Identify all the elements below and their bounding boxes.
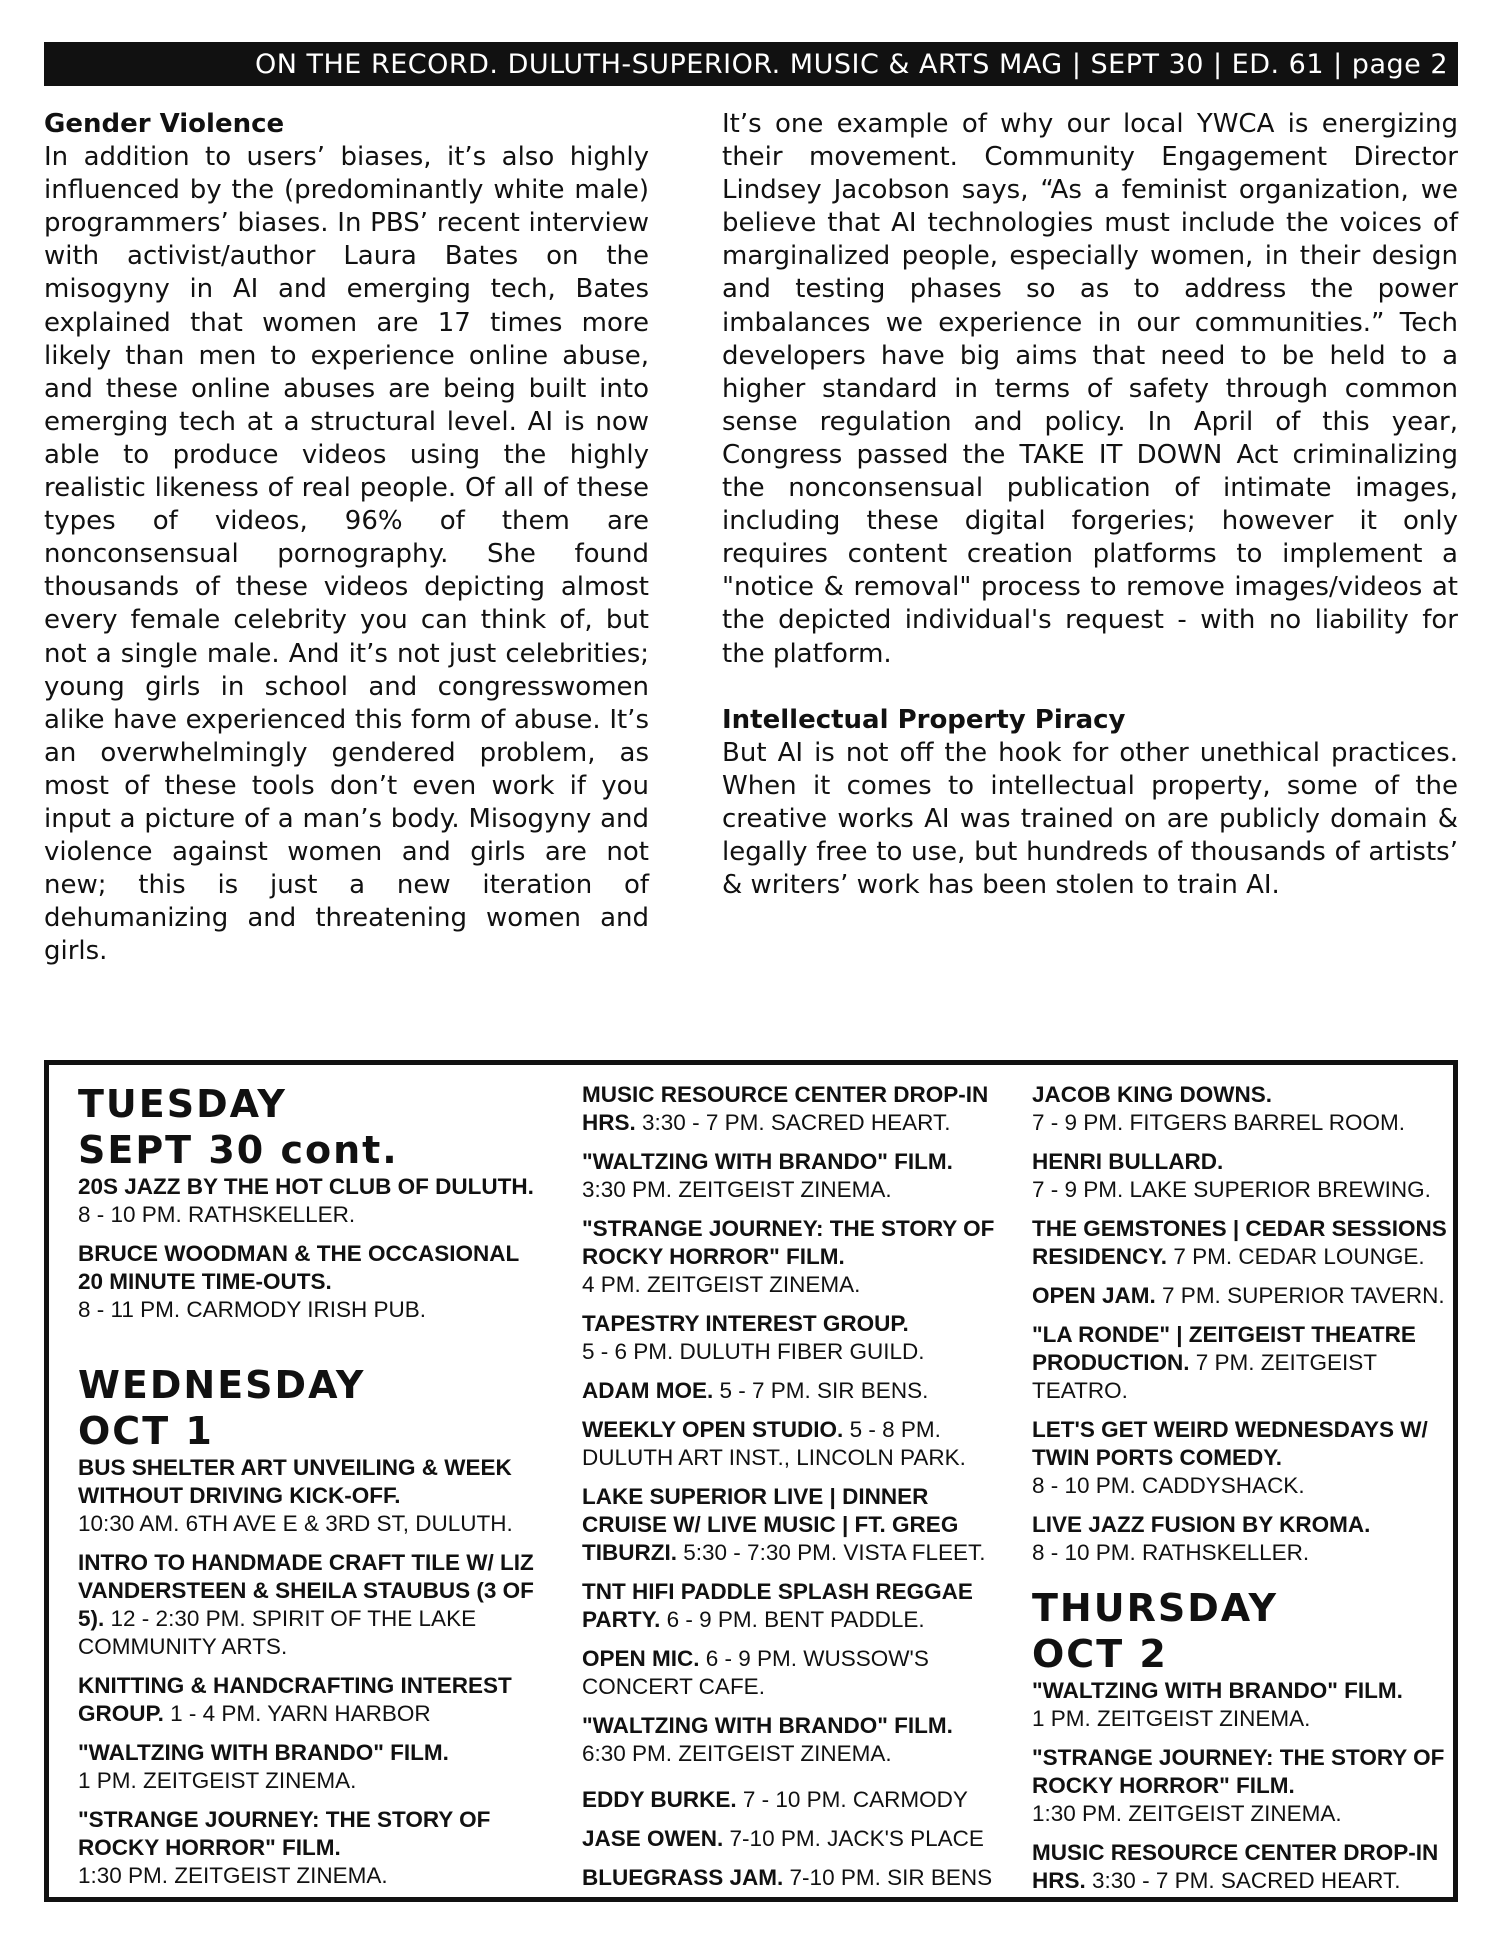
event-details: 6:30 PM. ZEITGEIST ZINEMA. bbox=[582, 1741, 892, 1766]
event-listing bbox=[582, 1712, 1012, 1768]
day-heading bbox=[78, 1081, 548, 1173]
event-listing bbox=[582, 1215, 1012, 1299]
masthead-text: ON THE RECORD. DULUTH-SUPERIOR. MUSIC & ARTS MAG | SEPT 30 | ED. 61 | page 2 bbox=[254, 48, 1448, 80]
day-heading bbox=[1032, 1585, 1452, 1677]
event-details: 7 - 9 PM. FITGERS BARREL ROOM. bbox=[1032, 1110, 1405, 1135]
event-listing bbox=[582, 1825, 1012, 1853]
day-heading-date: OCT 2 bbox=[1032, 1632, 1168, 1676]
day-heading-date: SEPT 30 cont. bbox=[78, 1128, 399, 1172]
event-listing bbox=[582, 1081, 1012, 1137]
event-listing bbox=[1032, 1511, 1452, 1567]
event-listing bbox=[1032, 1744, 1452, 1828]
event-details: 3:30 - 7 PM. SACRED HEART. bbox=[642, 1110, 951, 1135]
event-title: KNITTING & HANDCRAFTING INTEREST GROUP. bbox=[78, 1673, 512, 1726]
event-details: 3:30 PM. ZEITGEIST ZINEMA. bbox=[582, 1177, 892, 1202]
event-listing bbox=[78, 1454, 548, 1538]
day-heading bbox=[78, 1362, 548, 1454]
event-details: 3:30 - 7 PM. SACRED HEART. bbox=[1092, 1868, 1401, 1893]
event-listing bbox=[582, 1483, 1012, 1567]
event-details: 7 PM. CEDAR LOUNGE. bbox=[1173, 1244, 1425, 1269]
event-title: "WALTZING WITH BRANDO" FILM. bbox=[582, 1713, 953, 1738]
section-heading-ip-piracy: Intellectual Property Piracy bbox=[722, 704, 1126, 735]
event-details: 1 PM. ZEITGEIST ZINEMA. bbox=[1032, 1706, 1311, 1731]
event-title: BRUCE WOODMAN & THE OCCASIONAL 20 MINUTE TIME-OUTS. bbox=[78, 1241, 519, 1294]
event-details: 8 - 10 PM. RATHSKELLER. bbox=[1032, 1540, 1310, 1565]
masthead-bar bbox=[44, 42, 1458, 86]
event-title: JACOB KING DOWNS. bbox=[1032, 1082, 1273, 1107]
event-title: "WALTZING WITH BRANDO" FILM. bbox=[1032, 1678, 1403, 1703]
event-title: 20S JAZZ BY THE HOT CLUB OF DULUTH. bbox=[78, 1174, 534, 1199]
event-title: MUSIC RESOURCE CENTER DROP-IN HRS. bbox=[1032, 1840, 1439, 1893]
event-title: HENRI BULLARD. bbox=[1032, 1149, 1224, 1174]
event-details: 5 - 6 PM. DULUTH FIBER GUILD. bbox=[582, 1339, 925, 1364]
event-listing bbox=[582, 1377, 1012, 1405]
event-title: "WALTZING WITH BRANDO" FILM. bbox=[78, 1740, 449, 1765]
events-column-1 bbox=[78, 1081, 548, 1901]
event-title: "STRANGE JOURNEY: THE STORY OF ROCKY HORROR" FILM. bbox=[78, 1807, 491, 1860]
event-details: 1 - 4 PM. YARN HARBOR bbox=[170, 1701, 431, 1726]
event-listing bbox=[1032, 1677, 1452, 1733]
event-details: 7 PM. SUPERIOR TAVERN. bbox=[1162, 1283, 1445, 1308]
event-details: 7-10 PM. JACK'S PLACE bbox=[729, 1826, 984, 1851]
event-title: "STRANGE JOURNEY: THE STORY OF ROCKY HORROR" FILM. bbox=[582, 1216, 995, 1269]
day-heading-weekday: WEDNESDAY bbox=[78, 1363, 366, 1407]
article-column-left bbox=[44, 108, 649, 968]
event-details: 10:30 AM. 6TH AVE E & 3RD ST, DULUTH. bbox=[78, 1511, 513, 1536]
section-heading-gender-violence: Gender Violence bbox=[44, 109, 285, 139]
event-title: "STRANGE JOURNEY: THE STORY OF ROCKY HORROR" FILM. bbox=[1032, 1745, 1445, 1798]
event-details: 8 - 10 PM. RATHSKELLER. bbox=[78, 1202, 356, 1227]
event-title: "WALTZING WITH BRANDO" FILM. bbox=[582, 1149, 953, 1174]
day-heading-weekday: TUESDAY bbox=[78, 1082, 287, 1126]
event-title: "LA RONDE" | ZEITGEIST THEATRE PRODUCTION. bbox=[1032, 1322, 1416, 1375]
event-title: TNT HIFI PADDLE SPLASH REGGAE PARTY. bbox=[582, 1579, 973, 1632]
event-listing bbox=[1032, 1081, 1452, 1137]
event-listing bbox=[1032, 1215, 1452, 1271]
event-listing bbox=[582, 1864, 1012, 1892]
event-listing bbox=[1032, 1839, 1452, 1895]
event-listing bbox=[582, 1645, 1012, 1701]
event-title: ADAM MOE. bbox=[582, 1378, 714, 1403]
event-listing bbox=[582, 1578, 1012, 1634]
event-details: 1 PM. ZEITGEIST ZINEMA. bbox=[78, 1768, 357, 1793]
event-listing bbox=[582, 1310, 1012, 1366]
event-listing bbox=[1032, 1148, 1452, 1204]
event-title: TAPESTRY INTEREST GROUP. bbox=[582, 1311, 909, 1336]
event-title: JASE OWEN. bbox=[582, 1826, 724, 1851]
event-listing bbox=[1032, 1282, 1452, 1310]
event-title: THE GEMSTONES | CEDAR SESSIONS RESIDENCY. bbox=[1032, 1216, 1447, 1269]
event-title: WEEKLY OPEN STUDIO. bbox=[582, 1417, 844, 1442]
event-title: OPEN JAM. bbox=[1032, 1283, 1156, 1308]
event-title: OPEN MIC. bbox=[582, 1646, 700, 1671]
paragraph-spacer bbox=[722, 671, 1458, 704]
events-column-3 bbox=[1032, 1081, 1452, 1906]
article-paragraph: It’s one example of why our local YWCA is energizing their movement. Community Engagement Director Lindsey Jacobson says, “As a feminist organization, we believe that AI technologies must include the voices of marginalized people, especially women, in their design and testing phases so as to address the power imbalances we experience in our communities.” Tech developers have big aims that need to be held to a higher standard in terms of safety through common sense regulation and policy. In April of this year, Congress passed the TAKE IT DOWN Act criminalizing the nonconsensual publication of intimate images, including these digital forgeries; however it only requires content creation platforms to implement a "notice & removal" process to remove images/videos at the depicted individual's request - with no liability for the platform. bbox=[722, 109, 1458, 669]
event-details: 7 - 10 PM. CARMODY bbox=[742, 1787, 968, 1812]
event-details: 4 PM. ZEITGEIST ZINEMA. bbox=[582, 1272, 861, 1297]
event-title: LET'S GET WEIRD WEDNESDAYS W/ TWIN PORTS COMEDY. bbox=[1032, 1417, 1428, 1470]
event-details: 7 - 9 PM. LAKE SUPERIOR BREWING. bbox=[1032, 1177, 1431, 1202]
events-column-2 bbox=[582, 1081, 1012, 1903]
event-listing bbox=[78, 1739, 548, 1795]
day-heading-date: OCT 1 bbox=[78, 1409, 214, 1453]
event-details: 5 - 8 PM. DULUTH ART INST., LINCOLN PARK. bbox=[582, 1417, 966, 1470]
event-details: 8 - 10 PM. CADDYSHACK. bbox=[1032, 1473, 1305, 1498]
event-title: EDDY BURKE. bbox=[582, 1787, 737, 1812]
day-heading-weekday: THURSDAY bbox=[1032, 1586, 1279, 1630]
article-paragraph: In addition to users’ biases, it’s also highly influenced by the (predominantly white male) programmers’ biases. In PBS’ recent interview with activist/author Laura Bates on the misogyny in AI and emerging tech, Bates explained that women are 17 times more likely than men to experience online abuse, and these online abuses are being built into emerging tech at a structural level. AI is now able to produce videos using the highly realistic likeness of real people. Of all of these types of videos, 96% of them are nonconsensual pornography. She found thousands of these videos depicting almost every female celebrity you can think of, but not a single male. And it’s not just celebrities; young girls in school and congresswomen alike have experienced this form of abuse. It’s an overwhelmingly gendered problem, as most of these tools don’t even work if you input a picture of a man’s body. Misogyny and violence against women and girls are not new; this is just a new iteration of dehumanizing and threatening women and girls. bbox=[44, 142, 649, 967]
event-title: BLUEGRASS JAM. bbox=[582, 1865, 784, 1890]
event-details: 12 - 2:30 PM. SPIRIT OF THE LAKE COMMUNITY ARTS. bbox=[78, 1606, 477, 1659]
article-paragraph: But AI is not off the hook for other unethical practices. When it comes to intellectual property, some of the creative works AI was trained on are publicly domain & legally free to use, but hundreds of thousands of artists’ & writers’ work has been stolen to train AI. bbox=[722, 737, 1458, 901]
event-details: 1:30 PM. ZEITGEIST ZINEMA. bbox=[1032, 1801, 1342, 1826]
event-details: 1:30 PM. ZEITGEIST ZINEMA. bbox=[78, 1863, 388, 1888]
event-title: MUSIC RESOURCE CENTER DROP-IN HRS. bbox=[582, 1082, 989, 1135]
event-details: 7 PM. ZEITGEIST TEATRO. bbox=[1032, 1350, 1377, 1403]
event-details: 5:30 - 7:30 PM. VISTA FLEET. bbox=[683, 1540, 986, 1565]
event-listing bbox=[582, 1416, 1012, 1472]
article-column-right bbox=[722, 108, 1458, 902]
event-title: LIVE JAZZ FUSION BY KROMA. bbox=[1032, 1512, 1371, 1537]
event-listing bbox=[78, 1806, 548, 1890]
events-calendar-box bbox=[44, 1060, 1458, 1902]
event-listing bbox=[582, 1148, 1012, 1204]
event-listing bbox=[78, 1240, 548, 1324]
event-title: LAKE SUPERIOR LIVE | DINNER CRUISE W/ LIVE MUSIC | FT. GREG TIBURZI. bbox=[582, 1484, 959, 1565]
event-details: 7-10 PM. SIR BENS bbox=[789, 1865, 993, 1890]
event-listing bbox=[78, 1549, 548, 1661]
event-title: INTRO TO HANDMADE CRAFT TILE W/ LIZ VANDERSTEEN & SHEILA STAUBUS (3 OF 5). bbox=[78, 1550, 534, 1631]
event-listing bbox=[582, 1786, 1012, 1814]
event-listing bbox=[1032, 1416, 1452, 1500]
event-title: BUS SHELTER ART UNVEILING & WEEK WITHOUT DRIVING KICK-OFF. bbox=[78, 1455, 512, 1508]
event-details: 5 - 7 PM. SIR BENS. bbox=[719, 1378, 929, 1403]
event-listing bbox=[1032, 1321, 1452, 1405]
event-details: 6 - 9 PM. BENT PADDLE. bbox=[666, 1607, 925, 1632]
event-listing bbox=[78, 1173, 548, 1229]
event-details: 6 - 9 PM. WUSSOW'S CONCERT CAFE. bbox=[582, 1646, 929, 1699]
event-listing bbox=[78, 1672, 548, 1728]
event-details: 8 - 11 PM. CARMODY IRISH PUB. bbox=[78, 1297, 426, 1322]
